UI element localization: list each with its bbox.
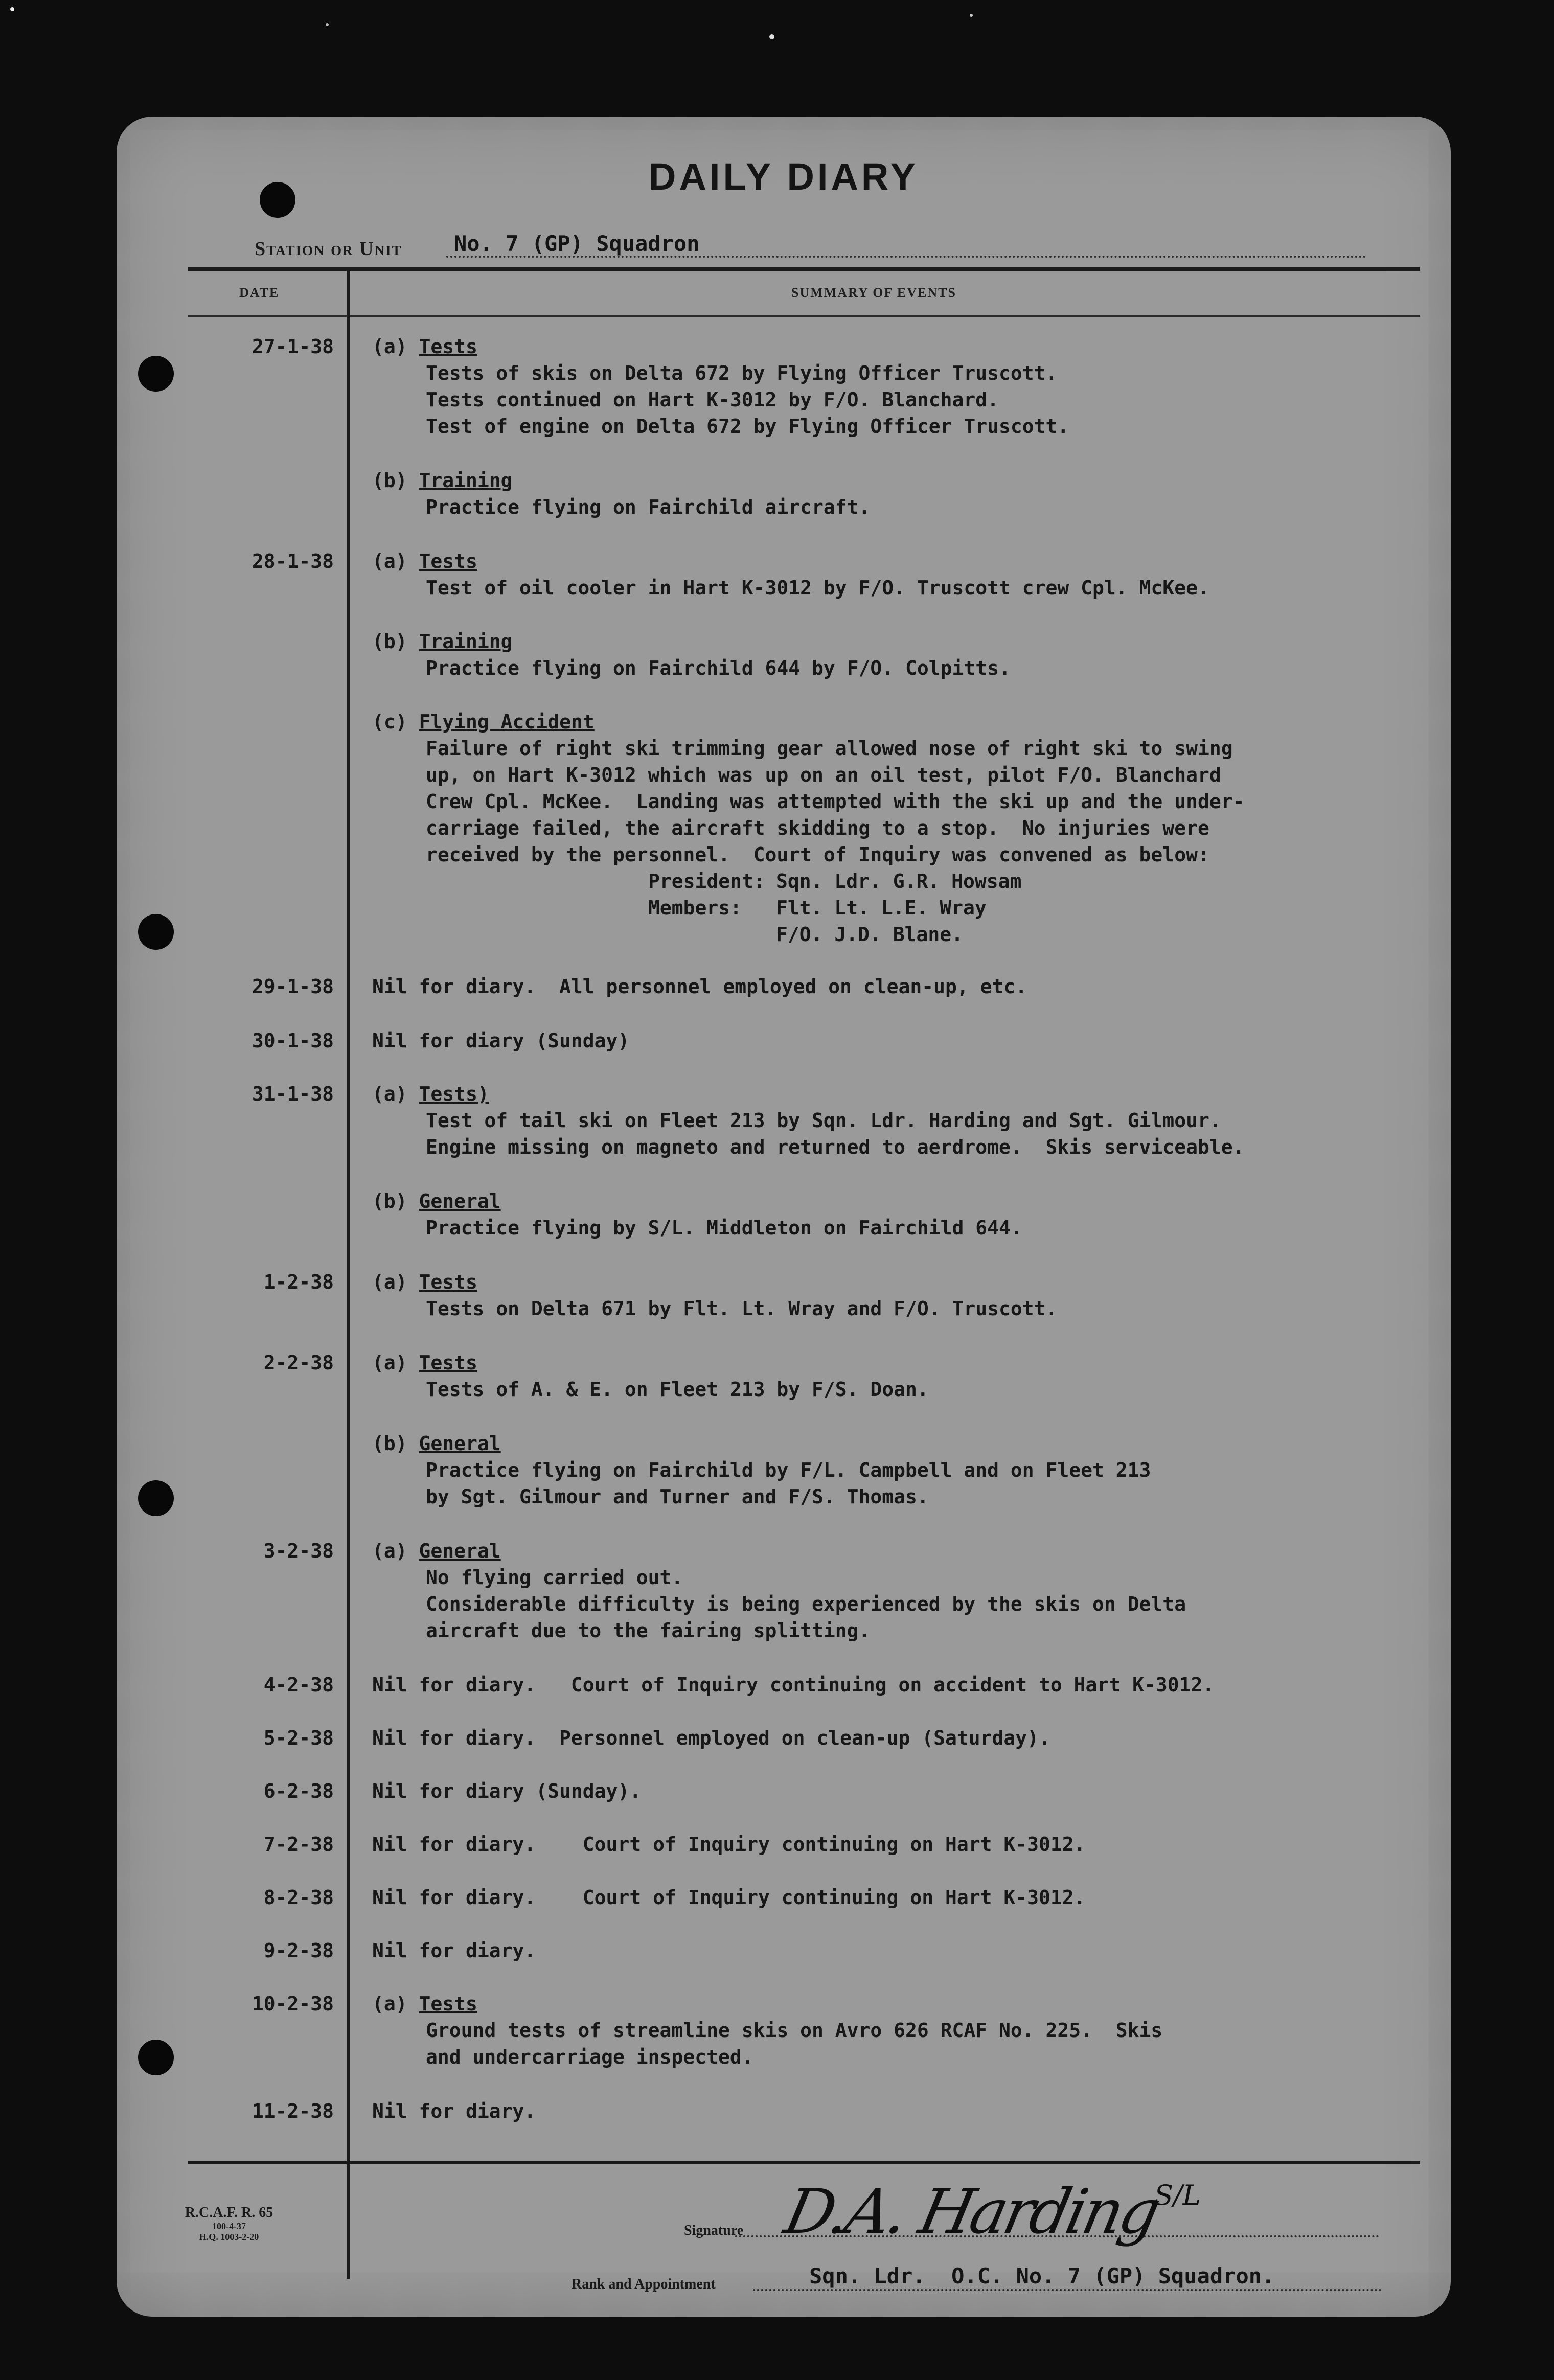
section-heading: (c) Flying Accident [372, 711, 595, 733]
section-heading: (b) Training [372, 630, 513, 653]
entry-line: Crew Cpl. McKee. Landing was attempted with the ski up and the under- [426, 790, 1245, 813]
column-header-rule [188, 315, 1420, 317]
section-heading: (a) Tests [372, 1271, 477, 1293]
entry-date: 1-2-38 [263, 1271, 334, 1293]
entry-line: and undercarriage inspected. [426, 2046, 753, 2068]
page-title: DAILY DIARY [649, 155, 919, 198]
entry-line: Tests of skis on Delta 672 by Flying Officer Truscott. [426, 362, 1058, 384]
entry-line: Nil for diary (Sunday) [372, 1029, 630, 1052]
entry-date: 7-2-38 [263, 1833, 334, 1856]
date-column-header: DATE [239, 285, 280, 300]
entry-date: 31-1-38 [252, 1083, 334, 1105]
entry-line: Nil for diary. Court of Inquiry continuing on Hart K-3012. [372, 1886, 1086, 1909]
entry-line: Engine missing on magneto and returned to aerdrome. Skis serviceable. [426, 1136, 1245, 1158]
entry-line: Test of engine on Delta 672 by Flying Officer Truscott. [426, 415, 1069, 438]
court-role: Members: [648, 897, 742, 919]
entry-date: 11-2-38 [252, 2100, 334, 2122]
date-column-divider [347, 270, 350, 2279]
entry-date: 28-1-38 [252, 550, 334, 573]
binder-hole [138, 356, 174, 392]
entry-date: 10-2-38 [252, 1993, 334, 2015]
section-heading: (a) Tests) [372, 1083, 489, 1105]
diary-page [117, 117, 1451, 2317]
entry-line: Practice flying by S/L. Middleton on Fairchild 644. [426, 1217, 1022, 1239]
entry-line: Practice flying on Fairchild aircraft. [426, 496, 871, 518]
signature-label: Signature [684, 2223, 744, 2238]
rank-label: Rank and Appointment [572, 2276, 716, 2292]
court-role: President: [648, 870, 765, 892]
rank-value: Sqn. Ldr. O.C. No. 7 (GP) Squadron. [809, 2263, 1275, 2289]
section-heading: (b) Training [372, 469, 513, 492]
handwritten-signature: D.A. Harding [779, 2177, 1164, 2248]
entry-date: 5-2-38 [263, 1727, 334, 1749]
entry-line: Failure of right ski trimming gear allowed nose of right ski to swing [426, 737, 1233, 760]
section-heading: (a) Tests [372, 550, 477, 573]
entry-line: Test of oil cooler in Hart K-3012 by F/O. Truscott crew Cpl. McKee. [426, 577, 1209, 599]
entry-date: 3-2-38 [263, 1540, 334, 1562]
entry-date: 4-2-38 [263, 1674, 334, 1696]
entry-line: Nil for diary. [372, 2100, 536, 2122]
entry-line: Tests continued on Hart K-3012 by F/O. Blanchard. [426, 388, 999, 411]
entry-line: Nil for diary. Court of Inquiry continuing on accident to Hart K-3012. [372, 1674, 1215, 1696]
section-heading: (b) General [372, 1190, 501, 1212]
entry-date: 6-2-38 [263, 1780, 334, 1802]
section-heading: (a) Tests [372, 335, 477, 358]
entry-line: Nil for diary. [372, 1939, 536, 1962]
entry-date: 27-1-38 [252, 335, 334, 358]
entry-date: 8-2-38 [263, 1886, 334, 1909]
court-name: Sqn. Ldr. G.R. Howsam [776, 870, 1022, 892]
section-heading: (a) Tests [372, 1993, 477, 2015]
entry-line: up, on Hart K-3012 which was up on an oil test, pilot F/O. Blanchard [426, 764, 1221, 786]
section-heading: (b) General [372, 1432, 501, 1455]
station-value: No. 7 (GP) Squadron [454, 231, 700, 256]
section-heading: (a) General [372, 1540, 501, 1562]
entry-line: Test of tail ski on Fleet 213 by Sqn. Ldr. Harding and Sgt. Gilmour. [426, 1109, 1221, 1132]
film-speckles [0, 0, 1554, 61]
form-code: R.C.A.F. R. 65 100-4-37 H.Q. 1003-2-20 [185, 2205, 273, 2242]
entry-line: Considerable difficulty is being experienced by the skis on Delta [426, 1593, 1186, 1615]
signature-rank-abbrev: S/L [1154, 2179, 1201, 2211]
entry-date: 2-2-38 [263, 1352, 334, 1374]
summary-column-header: SUMMARY OF EVENTS [791, 285, 956, 300]
entry-line: received by the personnel. Court of Inquiry was convened as below: [426, 843, 1209, 866]
entry-line: aircraft due to the fairing splitting. [426, 1619, 871, 1642]
entry-line: Nil for diary. All personnel employed on clean-up, etc. [372, 975, 1027, 998]
binder-hole [260, 182, 295, 218]
station-label: Station or Unit [255, 238, 402, 260]
binder-hole [138, 1480, 174, 1516]
entry-line: Ground tests of streamline skis on Avro 626 RCAF No. 225. Skis [426, 2019, 1163, 2042]
court-name: Flt. Lt. L.E. Wray [776, 897, 987, 919]
entry-line: by Sgt. Gilmour and Turner and F/S. Thomas. [426, 1485, 929, 1508]
entry-line: Practice flying on Fairchild by F/L. Campbell and on Fleet 213 [426, 1459, 1151, 1481]
entry-line: No flying carried out. [426, 1566, 683, 1589]
header-rule [188, 267, 1420, 271]
footer-rule [188, 2161, 1420, 2164]
entry-date: 30-1-38 [252, 1029, 334, 1052]
entry-date: 9-2-38 [263, 1939, 334, 1962]
rank-dotted-line [753, 2289, 1382, 2291]
section-heading: (a) Tests [372, 1352, 477, 1374]
entry-line: Tests of A. & E. on Fleet 213 by F/S. Doan. [426, 1378, 929, 1401]
entry-date: 29-1-38 [252, 975, 334, 998]
entry-line: Nil for diary. Personnel employed on clean-up (Saturday). [372, 1727, 1050, 1749]
entry-line: Nil for diary (Sunday). [372, 1780, 642, 1802]
binder-hole [138, 914, 174, 950]
entry-line: carriage failed, the aircraft skidding to a stop. No injuries were [426, 817, 1209, 839]
entry-line: Nil for diary. Court of Inquiry continuing on Hart K-3012. [372, 1833, 1086, 1856]
court-name: F/O. J.D. Blane. [776, 923, 964, 946]
binder-hole [138, 2040, 174, 2075]
entry-line: Tests on Delta 671 by Flt. Lt. Wray and F/O. Truscott. [426, 1297, 1058, 1320]
entry-line: Practice flying on Fairchild 644 by F/O. Colpitts. [426, 657, 1011, 679]
